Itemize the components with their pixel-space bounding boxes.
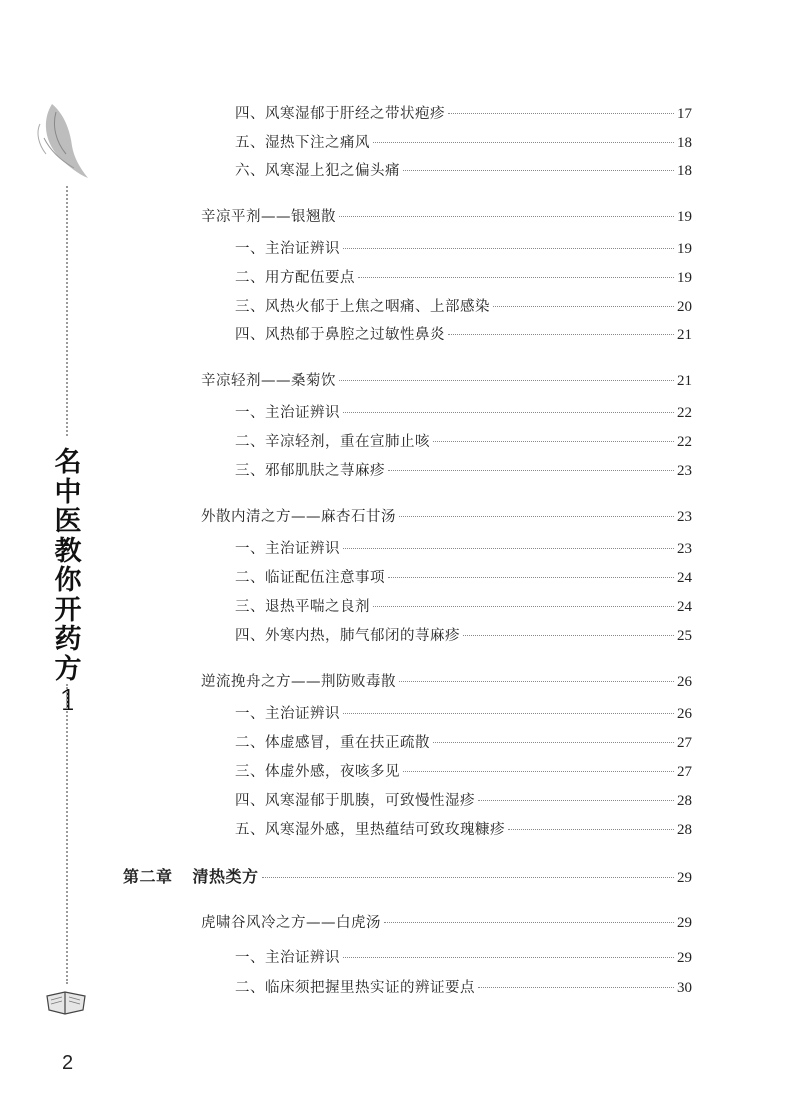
toc-page-number: 23 [677, 463, 692, 479]
toc-entry-title: 外散内清之方——麻杏石甘汤 [201, 509, 396, 525]
toc-entry-title: 二、体虚感冒，重在扶正疏散 [235, 735, 430, 751]
toc-leader-dots [388, 577, 674, 578]
toc-page-number: 22 [677, 434, 692, 450]
toc-page-number: 17 [677, 106, 692, 122]
toc-item[interactable] [0, 789, 692, 813]
toc-item[interactable] [0, 731, 692, 755]
toc-leader-dots [373, 606, 674, 607]
toc-item[interactable] [0, 266, 692, 290]
side-title-char: 你 [54, 565, 82, 596]
toc-item[interactable] [0, 323, 692, 347]
side-title-char: 名 [54, 447, 82, 478]
toc-section[interactable] [0, 505, 692, 529]
toc-page-number: 24 [677, 570, 692, 586]
toc-section[interactable] [0, 670, 692, 694]
toc-entry-title: 六、风寒湿上犯之偏头痛 [235, 163, 400, 179]
toc-leader-dots [339, 216, 674, 217]
toc-entry-title: 一、主治证辨识 [235, 241, 340, 257]
toc-leader-dots [343, 412, 674, 413]
toc-item[interactable] [0, 131, 692, 155]
toc-page-number: 23 [677, 541, 692, 557]
toc-leader-dots [448, 334, 674, 335]
toc-entry-title: 辛凉平剂——银翘散 [201, 209, 336, 225]
toc-page-number: 19 [677, 209, 692, 225]
toc-section[interactable] [0, 205, 692, 229]
toc-leader-dots [478, 987, 674, 988]
toc-leader-dots [508, 829, 674, 830]
toc-entry-title: 逆流挽舟之方——荆防败毒散 [201, 674, 396, 690]
toc-page-number: 30 [677, 980, 692, 996]
side-title-char: 开 [54, 594, 82, 626]
toc-entry-title: 三、体虚外感，夜咳多见 [235, 764, 400, 780]
toc-item[interactable] [0, 976, 692, 1000]
toc-page-number: 24 [677, 599, 692, 615]
toc-entry-title: 一、主治证辨识 [235, 541, 340, 557]
toc-section[interactable] [0, 369, 692, 393]
toc-leader-dots [399, 516, 674, 517]
toc-item[interactable] [0, 159, 692, 183]
toc-leader-dots [448, 113, 674, 114]
toc-leader-dots [343, 548, 674, 549]
toc-entry-title: 四、外寒内热，肺气郁闭的荨麻疹 [235, 628, 460, 644]
toc-entry-title: 四、风寒湿郁于肌腠，可致慢性湿疹 [235, 793, 475, 809]
toc-item[interactable] [0, 624, 692, 648]
toc-item[interactable] [0, 760, 692, 784]
toc-item[interactable] [0, 401, 692, 425]
toc-page-number: 18 [677, 135, 692, 151]
toc-page-number: 21 [677, 373, 692, 389]
toc-entry-title: 三、邪郁肌肤之荨麻疹 [235, 463, 385, 479]
toc-leader-dots [403, 170, 674, 171]
toc-page-number: 21 [677, 327, 692, 343]
toc-page-number: 29 [677, 870, 692, 886]
toc-item[interactable] [0, 459, 692, 483]
toc-chapter-label: 第二章 [123, 867, 173, 886]
toc-entry-title: 二、用方配伍要点 [235, 270, 355, 286]
toc-entry-title: 三、风热火郁于上焦之咽痛、上部感染 [235, 299, 490, 315]
toc-item[interactable] [0, 537, 692, 561]
toc-item[interactable] [0, 566, 692, 590]
toc-entry-title: 一、主治证辨识 [235, 706, 340, 722]
toc-leader-dots [433, 742, 674, 743]
toc-leader-dots [403, 771, 674, 772]
toc-page-number: 28 [677, 822, 692, 838]
toc-entry-title: 四、风热郁于鼻腔之过敏性鼻炎 [235, 327, 445, 343]
toc-section[interactable] [0, 911, 692, 935]
toc-page-number: 19 [677, 270, 692, 286]
side-title-char: 教 [54, 535, 82, 567]
toc-entry-title: 虎啸谷风冷之方——白虎汤 [201, 915, 381, 931]
toc-page-number: 26 [677, 674, 692, 690]
toc-item[interactable] [0, 818, 692, 842]
toc-item[interactable] [0, 430, 692, 454]
toc-page-number: 27 [677, 735, 692, 751]
toc-entry-title: 四、风寒湿郁于肝经之带状疱疹 [235, 106, 445, 122]
toc-leader-dots [343, 248, 674, 249]
toc-item[interactable] [0, 595, 692, 619]
toc-page-number: 29 [677, 950, 692, 966]
volume-number: 1 [59, 684, 77, 717]
toc-page-number: 20 [677, 299, 692, 315]
side-title-char: 中 [54, 476, 82, 508]
toc-leader-dots [373, 142, 674, 143]
toc-entry-title: 二、辛凉轻剂，重在宣肺止咳 [235, 434, 430, 450]
page-number: 2 [62, 1052, 74, 1074]
toc-leader-dots [358, 277, 674, 278]
toc-entry-title: 清热类方 [192, 867, 259, 886]
toc-item[interactable] [0, 237, 692, 261]
toc-entry-title: 一、主治证辨识 [235, 950, 340, 966]
side-title-char: 医 [54, 506, 82, 537]
toc-leader-dots [384, 922, 674, 923]
toc-leader-dots [388, 470, 674, 471]
toc-item[interactable] [0, 295, 692, 319]
toc-entry-title: 五、风寒湿外感，里热蕴结可致玫瑰糠疹 [235, 822, 505, 838]
toc-leader-dots [343, 957, 674, 958]
toc-chapter[interactable] [0, 864, 692, 888]
toc-item[interactable] [0, 946, 692, 970]
side-title-char: 药 [54, 624, 82, 655]
toc-entry-title: 二、临证配伍注意事项 [235, 570, 385, 586]
toc-page-number: 28 [677, 793, 692, 809]
toc-leader-dots [262, 877, 674, 878]
toc-item[interactable] [0, 702, 692, 726]
toc-entry-title: 三、退热平喘之良剂 [235, 599, 370, 615]
toc-leader-dots [343, 713, 674, 714]
toc-item[interactable] [0, 102, 692, 126]
toc-page-number: 25 [677, 628, 692, 644]
toc-page-number: 29 [677, 915, 692, 931]
toc-page-number: 23 [677, 509, 692, 525]
toc-entry-title: 二、临床须把握里热实证的辨证要点 [235, 980, 475, 996]
toc-entry-title: 一、主治证辨识 [235, 405, 340, 421]
toc-page-number: 27 [677, 764, 692, 780]
toc-page-number: 18 [677, 163, 692, 179]
toc-leader-dots [463, 635, 674, 636]
toc-page-number: 26 [677, 706, 692, 722]
toc-leader-dots [493, 306, 674, 307]
toc-entry-title: 五、湿热下注之痛风 [235, 135, 370, 151]
toc-leader-dots [433, 441, 674, 442]
side-title-char: 方 [54, 653, 82, 685]
toc-page-number: 19 [677, 241, 692, 257]
toc-leader-dots [339, 380, 674, 381]
toc-page-number: 22 [677, 405, 692, 421]
toc-leader-dots [478, 800, 674, 801]
toc-entry-title: 辛凉轻剂——桑菊饮 [201, 373, 336, 389]
toc-leader-dots [399, 681, 674, 682]
